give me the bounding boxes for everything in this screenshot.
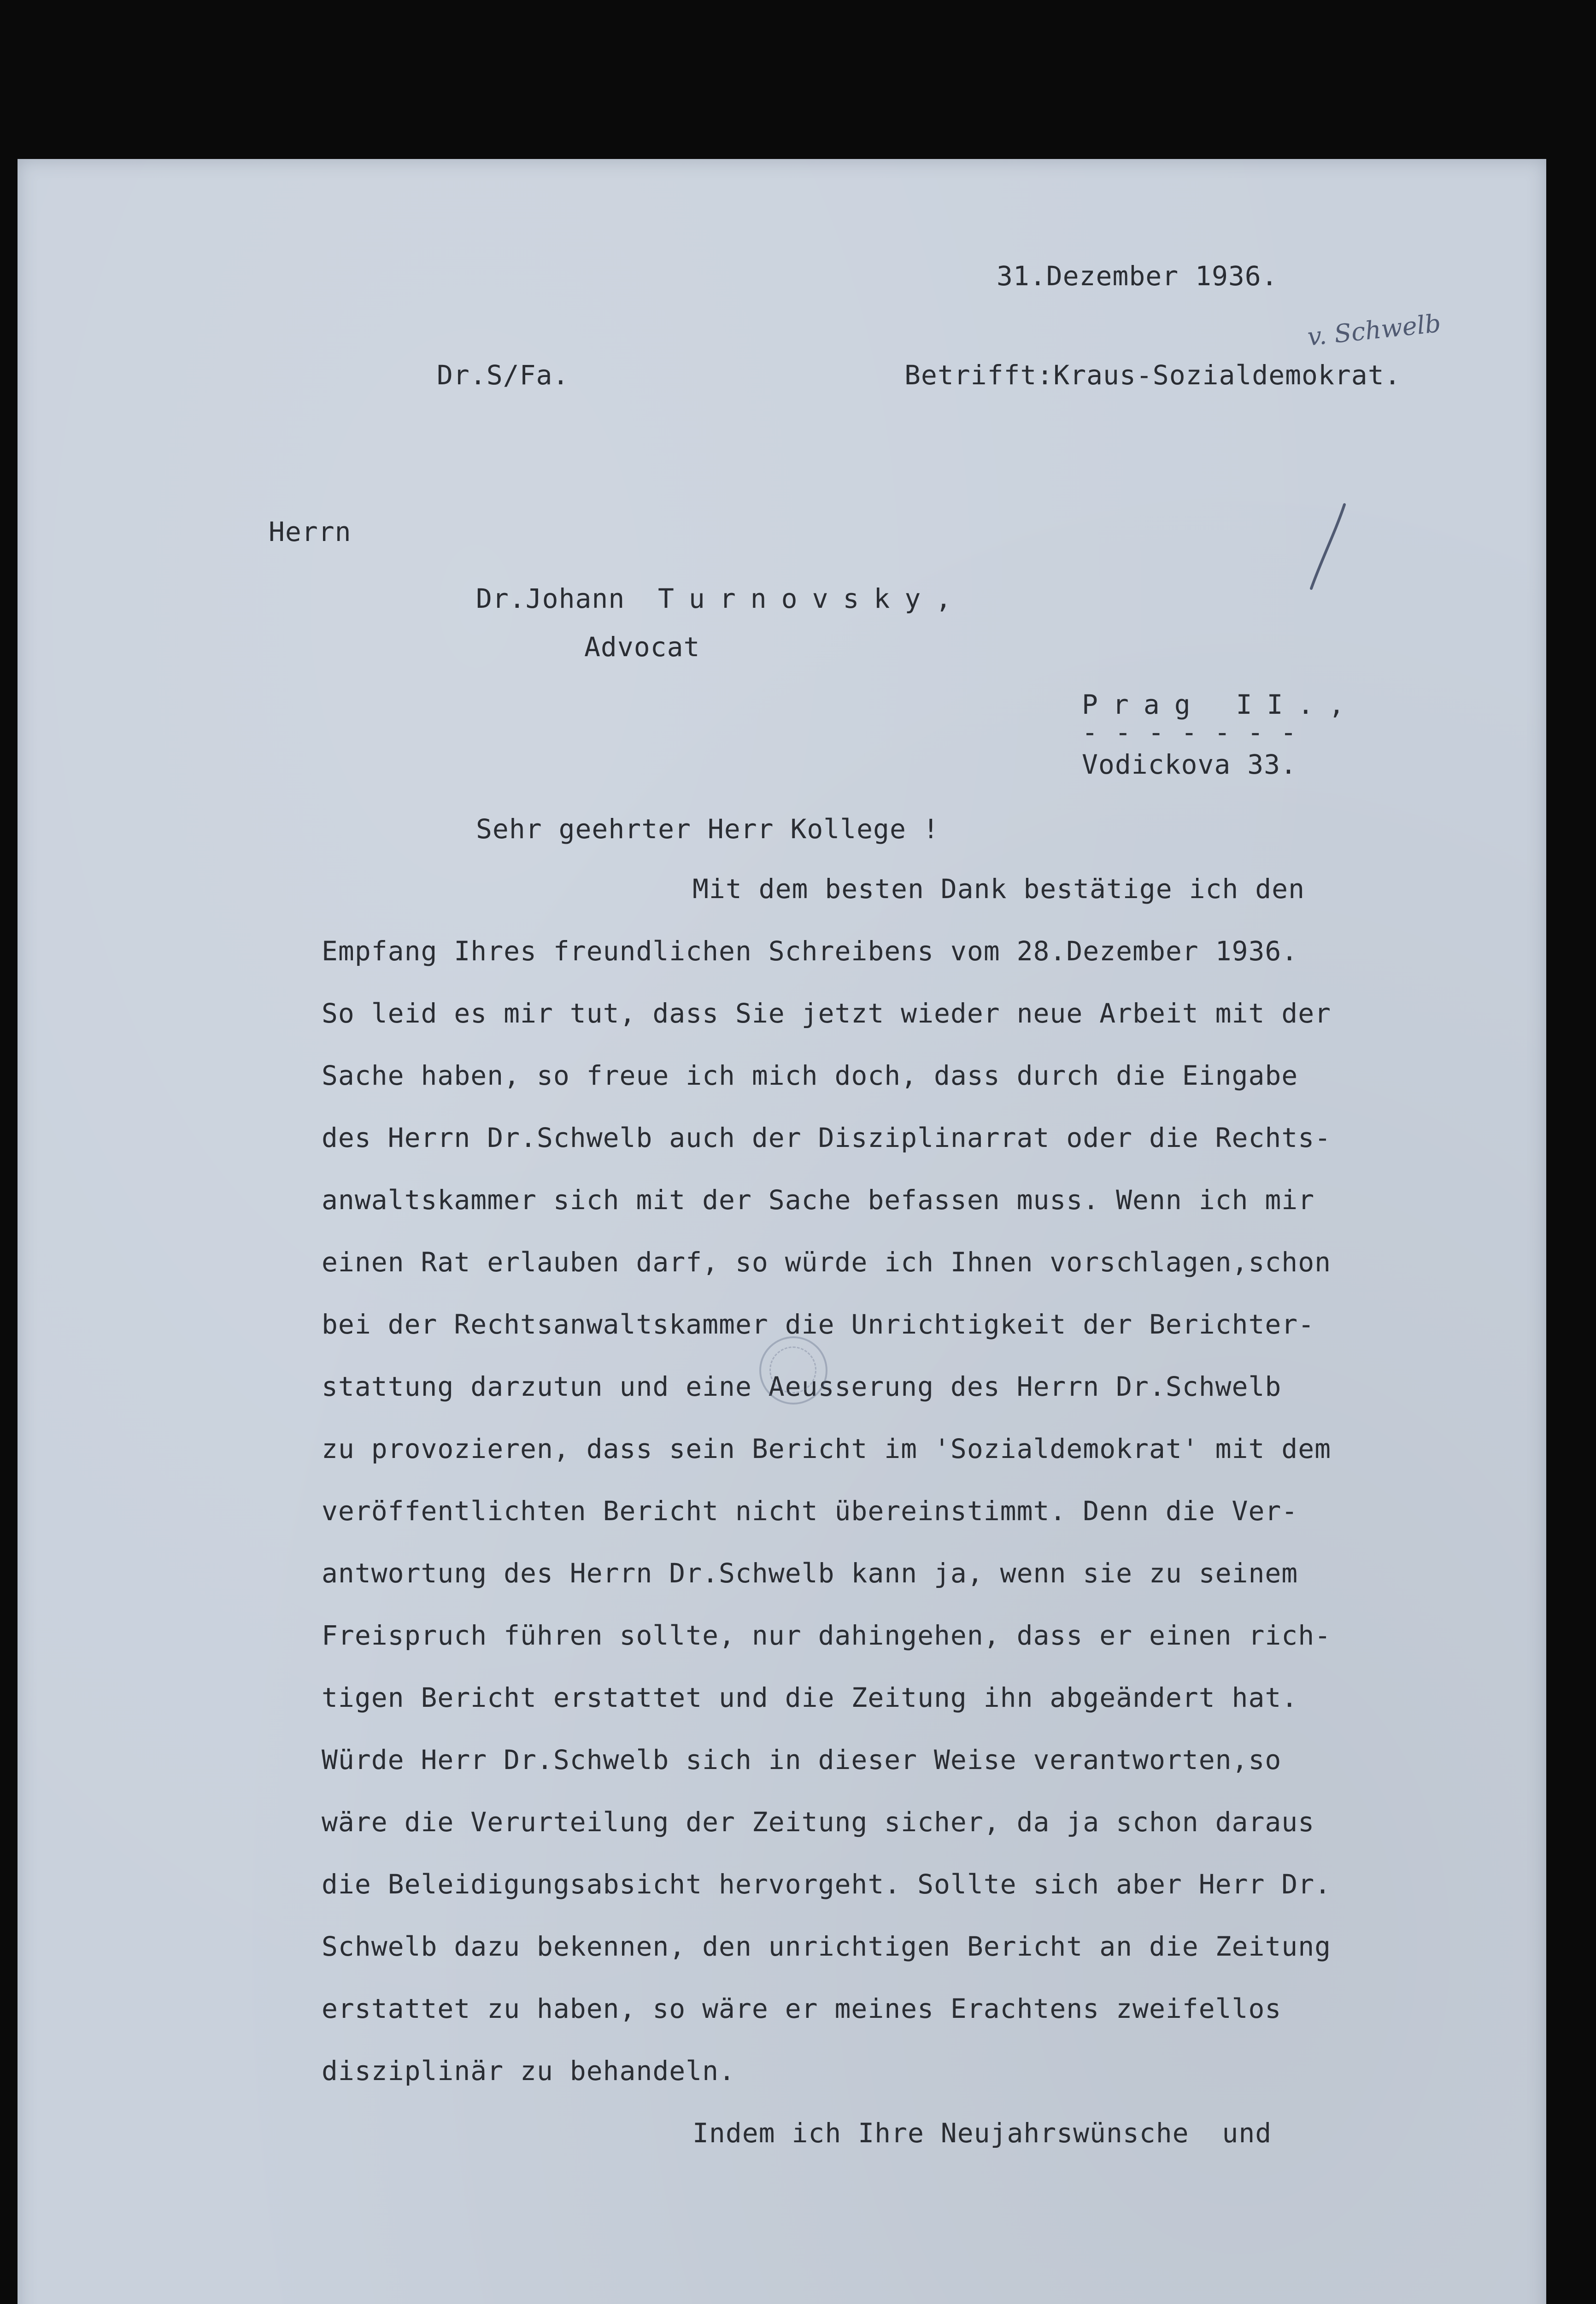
letter-greeting: Sehr geehrter Herr Kollege ! [476,813,939,845]
body-line: zu provozieren, dass sein Bericht im 'Sozialdemokrat' mit dem [322,1433,1332,1464]
recipient-salutation: Herrn [269,516,352,547]
body-line: Empfang Ihres freundlichen Schreibens vom 28.Dezember 1936. [322,935,1298,967]
closing-line: Indem ich Ihre Neujahrswünsche und [692,2117,1272,2149]
body-line: tigen Bericht erstattet und die Zeitung ihn abgeändert hat. [322,1682,1298,1713]
body-line: einen Rat erlauben darf, so würde ich Ihnen vorschlagen,schon [322,1246,1332,1278]
archive-stamp-inner-ring [769,1346,816,1393]
body-line: disziplinär zu behandeln. [322,2055,735,2087]
body-line: erstattet zu haben, so wäre er meines Erachtens zweifellos [322,1993,1282,2024]
body-line: wäre die Verurteilung der Zeitung sicher, da ja schon daraus [322,1806,1315,1838]
body-line: veröffentlichten Bericht nicht übereinstimmt. Denn die Ver- [322,1495,1298,1527]
pen-stroke-mark [1308,500,1349,592]
body-line: antwortung des Herrn Dr.Schwelb kann ja, wenn sie zu seinem [322,1558,1298,1589]
handwritten-annotation: v. Schwelb [1306,308,1443,352]
reference-code: Dr.S/Fa. [437,359,569,391]
body-line: Schwelb dazu bekennen, den unrichtigen Bericht an die Zeitung [322,1931,1332,1962]
body-line: So leid es mir tut, dass Sie jetzt wieder neue Arbeit mit der [322,998,1332,1029]
recipient-name-prefix: Dr.Johann [476,583,625,614]
body-line: Würde Herr Dr.Schwelb sich in dieser Weise verantworten,so [322,1744,1282,1775]
recipient-surname: Turnovsky, [658,583,967,614]
archive-stamp [759,1336,827,1405]
letter-page [18,159,1546,2304]
body-line: des Herrn Dr.Schwelb auch der Disziplinarrat oder die Rechts- [322,1122,1332,1153]
subject-line: Betrifft:Kraus-Sozialdemokrat. [904,359,1401,391]
body-line: Freispruch führen sollte, nur dahingehen, dass er einen rich- [322,1620,1332,1651]
body-line: die Beleidigungsabsicht hervorgeht. Sollte sich aber Herr Dr. [322,1869,1332,1900]
body-line: anwaltskammer sich mit der Sache befassen muss. Wenn ich mir [322,1184,1315,1216]
body-line: Sache haben, so freue ich mich doch, dass durch die Eingabe [322,1060,1298,1091]
body-line: Mit dem besten Dank bestätige ich den [692,873,1305,905]
recipient-street: Vodickova 33. [1082,749,1297,780]
recipient-title: Advocat [584,631,700,663]
recipient-city-underline: - - - - - - - [1082,717,1297,748]
body-line: stattung darzutun und eine Aeusserung des Herrn Dr.Schwelb [322,1371,1282,1402]
body-line: bei der Rechtsanwaltskammer die Unrichtigkeit der Berichter- [322,1309,1315,1340]
recipient-city: Prag II., [1082,689,1360,720]
letter-date: 31.Dezember 1936. [997,260,1278,292]
